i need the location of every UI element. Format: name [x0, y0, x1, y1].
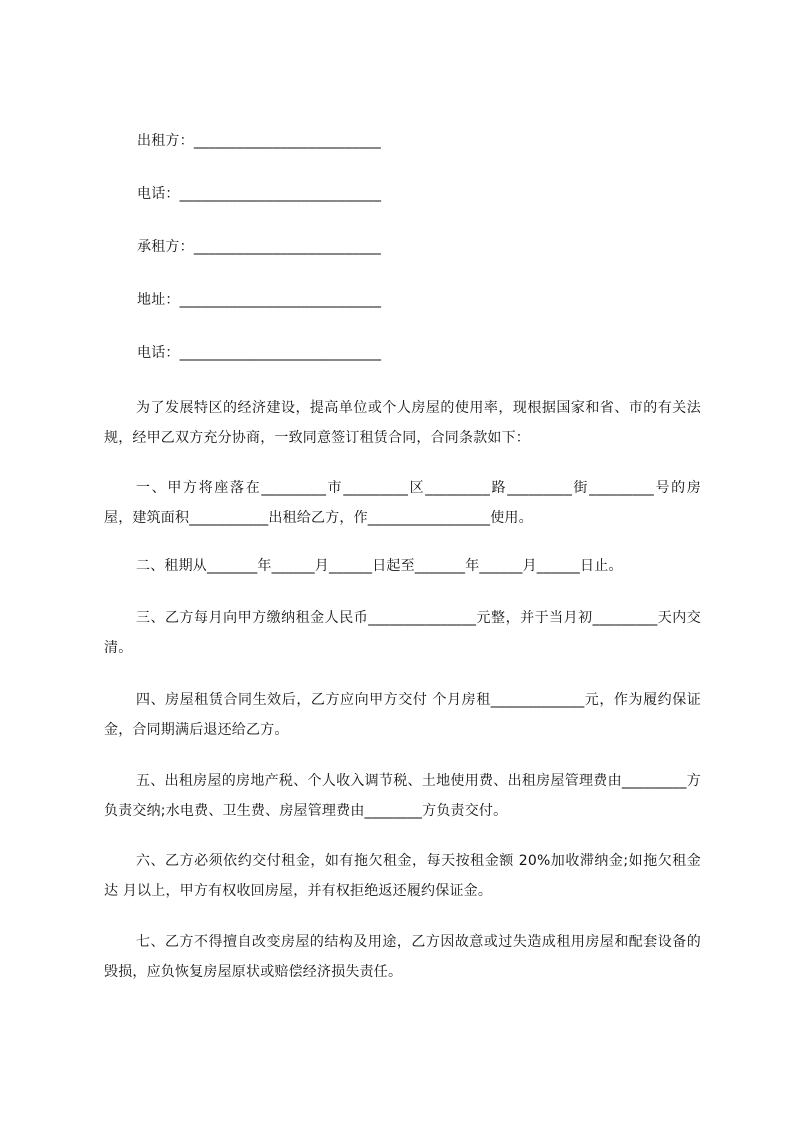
- lessor-label: 出租方：: [137, 133, 194, 149]
- address-field: [137, 290, 381, 310]
- clause-6: 六、乙方必须依约交付租金，如有拖欠租金，每天按租金额 20%加收滞纳金;如拖欠租金达 月以上，甲方有权收回房屋，并有权拒绝返还履约保证金。: [104, 853, 701, 899]
- lessor-phone-blank: ____________________________: [179, 186, 382, 202]
- clause-1: 一、甲方将座落在_________市_________区_________路_________街_________号的房屋，建筑面积___________出租给乙方，作_________________使用。: [104, 480, 701, 526]
- lessee-phone-label: 电话：: [137, 345, 180, 361]
- clause-5: 五、出租房屋的房地产税、个人收入调节税、土地使用费、出租房屋管理费由_________方负责交纳;水电费、卫生费、房屋管理费由________方负责交付。: [104, 773, 701, 819]
- clause-3: 三、乙方每月向甲方缴纳租金人民币_______________元整，并于当月初_________天内交清。: [104, 610, 701, 656]
- lessee-phone-blank: ____________________________: [179, 345, 382, 361]
- address-blank: ____________________________: [179, 292, 382, 308]
- lessee-field: [137, 237, 381, 257]
- clause-7: 七、乙方不得擅自改变房屋的结构及用途，乙方因故意或过失造成租用房屋和配套设备的毁损，应负恢复房屋原状或赔偿经济损失责任。: [104, 934, 701, 980]
- lessee-phone-field: [137, 343, 381, 363]
- lessor-blank: __________________________: [193, 133, 382, 149]
- intro-paragraph: 为了发展特区的经济建设，提高单位或个人房屋的使用率，现根据国家和省、市的有关法规，经甲乙双方充分协商，一致同意签订租赁合同，合同条款如下：: [104, 400, 701, 446]
- lessor-phone-label: 电话：: [137, 186, 180, 202]
- lessee-label: 承租方：: [137, 239, 194, 255]
- lessee-blank: __________________________: [193, 239, 382, 255]
- lessor-field: [137, 131, 381, 151]
- clause-2: 二、租期从_______年______月______日起至_______年______月______日止。: [136, 558, 623, 574]
- lessor-phone-field: [137, 184, 381, 204]
- address-label: 地址：: [137, 292, 180, 308]
- clause-4: 四、房屋租赁合同生效后，乙方应向甲方交付 个月房租_____________元，作为履约保证金，合同期满后退还给乙方。: [104, 692, 701, 738]
